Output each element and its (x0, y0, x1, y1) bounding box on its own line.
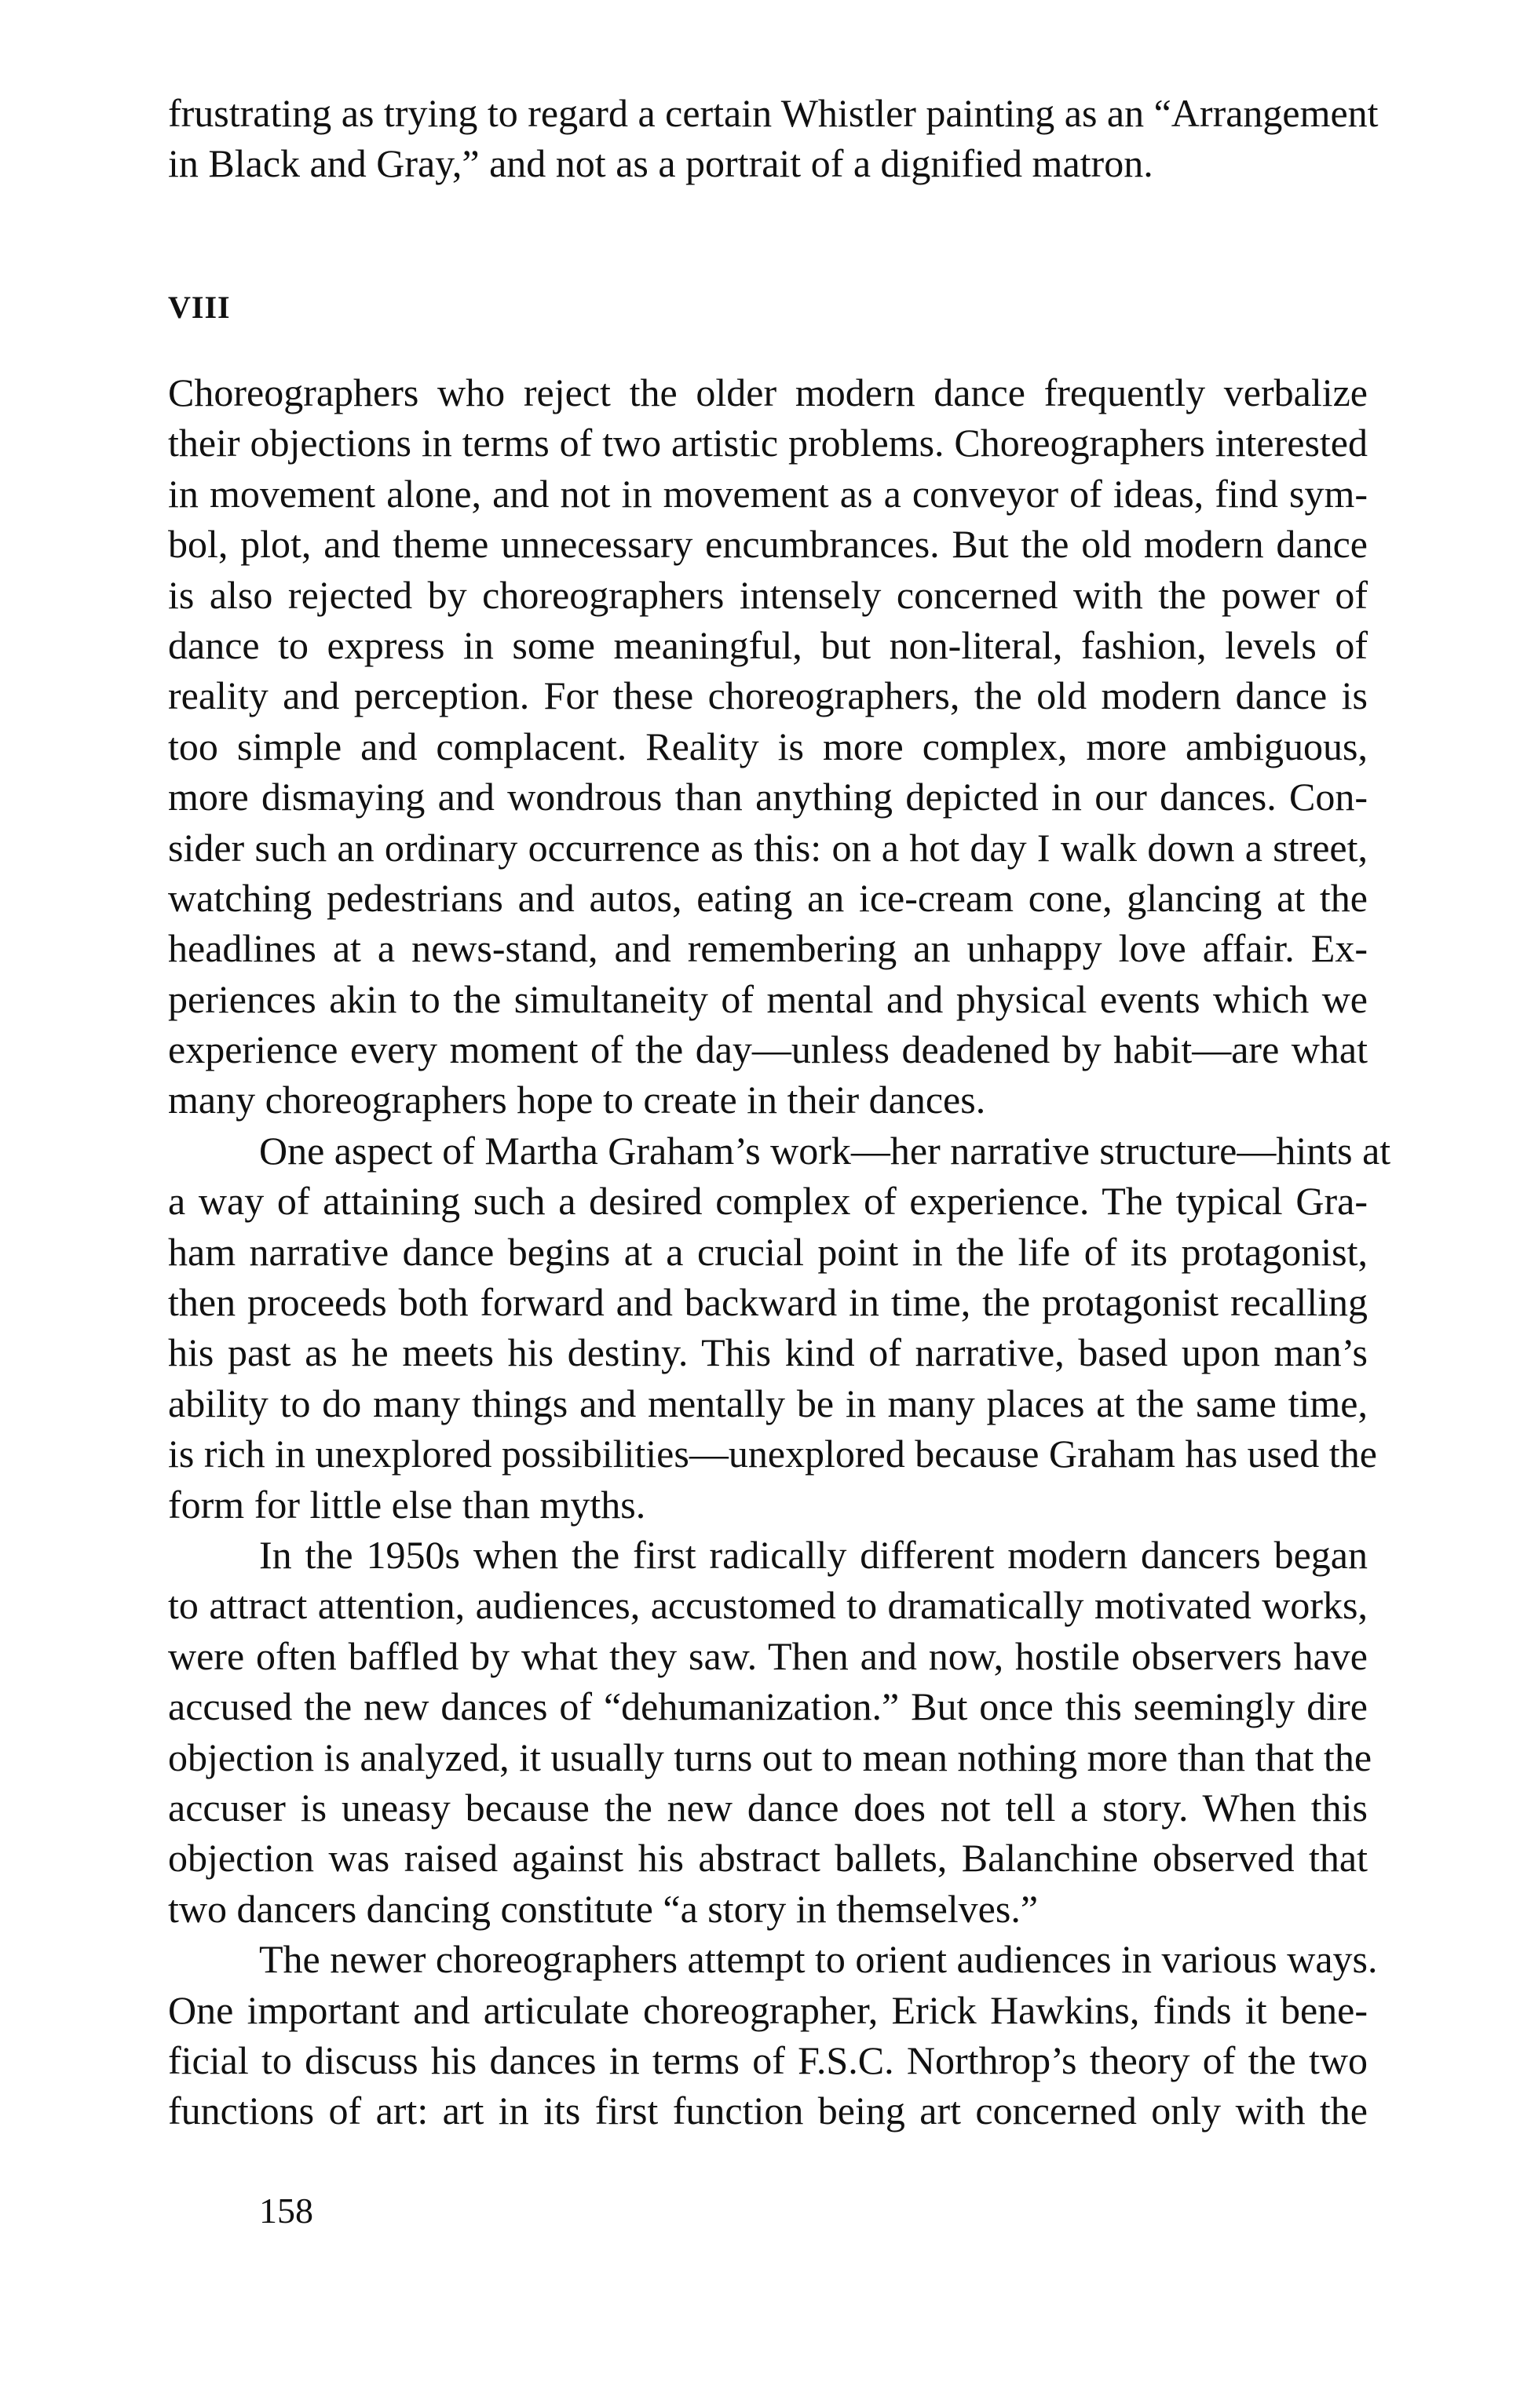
text-line: The newer choreographers attempt to orient audiences in various ways. (259, 1937, 1378, 1982)
text-line: accused the new dances of “dehumanization.” But once this seemingly dire (168, 1684, 1368, 1729)
opening-paragraph (168, 88, 1379, 189)
text-line: in Black and Gray,” and not as a portrait of a dignified matron. (168, 141, 1153, 186)
page-number: 158 (259, 2191, 313, 2231)
text-line: is rich in unexplored possibilities—unexplored because Graham has used the (168, 1432, 1377, 1476)
text-line: his past as he meets his destiny. This kind of narrative, based upon man’s (168, 1330, 1368, 1375)
section-heading: VIII (168, 290, 231, 325)
text-line: periences akin to the simultaneity of mental and physical events which we (168, 976, 1368, 1021)
text-line: ficial to discuss his dances in terms of F.S.C. Northrop’s theory of the two (168, 2038, 1368, 2082)
text-line: objection is analyzed, it usually turns out to mean nothing more than that the (168, 1735, 1372, 1779)
text-line: reality and perception. For these choreographers, the old modern dance is (168, 673, 1368, 718)
text-line: accuser is uneasy because the new dance does not tell a story. When this (168, 1785, 1368, 1830)
text-line: is also rejected by choreographers intensely concerned with the power of (168, 572, 1368, 617)
text-line: watching pedestrians and autos, eating an ice-cream cone, glancing at the (168, 875, 1368, 920)
text-line: frustrating as trying to regard a certain Whistler painting as an “Arrangement (168, 91, 1379, 135)
text-line: two dancers dancing constitute “a story in themselves.” (168, 1886, 1039, 1931)
text-line: Choreographers who reject the older modern dance frequently verbalize (168, 370, 1368, 414)
text-line: objection was raised against his abstract ballets, Balanchine observed that (168, 1836, 1368, 1881)
body-text (168, 367, 1391, 2136)
text-line: too simple and complacent. Reality is more complex, more ambiguous, (168, 724, 1368, 768)
text-line: One important and articulate choreographer, Erick Hawkins, finds it bene- (168, 1987, 1368, 2032)
text-line: ability to do many things and mentally be in many places at the same time, (168, 1381, 1368, 1425)
text-line: dance to express in some meaningful, but non-literal, fashion, levels of (168, 622, 1368, 667)
text-line: One aspect of Martha Graham’s work—her narrative structure—hints at (259, 1128, 1391, 1173)
text-line: form for little else than myths. (168, 1482, 646, 1527)
text-line: to attract attention, audiences, accustomed to dramatically motivated works, (168, 1583, 1368, 1628)
text-line: sider such an ordinary occurrence as this: on a hot day I walk down a street, (168, 825, 1368, 870)
text-line: more dismaying and wondrous than anything depicted in our dances. Con- (168, 775, 1368, 819)
text-line: functions of art: art in its first function being art concerned only with the (168, 2089, 1368, 2133)
text-line: experience every moment of the day—unless deadened by habit—are what (168, 1027, 1368, 1072)
text-line: in movement alone, and not in movement as a conveyor of ideas, find sym- (168, 471, 1368, 516)
text-line: a way of attaining such a desired complex of experience. The typical Gra- (168, 1179, 1368, 1224)
text-line: headlines at a news-stand, and remembering an unhappy love affair. Ex- (168, 926, 1368, 971)
text-line: In the 1950s when the first radically different modern dancers began (259, 1532, 1368, 1577)
text-line: their objections in terms of two artistic problems. Choreographers interested (168, 421, 1368, 465)
text-line: then proceeds both forward and backward in time, the protagonist recalling (168, 1280, 1368, 1325)
text-line: were often baffled by what they saw. Then and now, hostile observers have (168, 1633, 1368, 1678)
text-line: ham narrative dance begins at a crucial point in the life of its protagonist, (168, 1229, 1368, 1274)
text-line: many choreographers hope to create in their dances. (168, 1078, 986, 1122)
text-line: bol, plot, and theme unnecessary encumbrances. But the old modern dance (168, 522, 1368, 567)
